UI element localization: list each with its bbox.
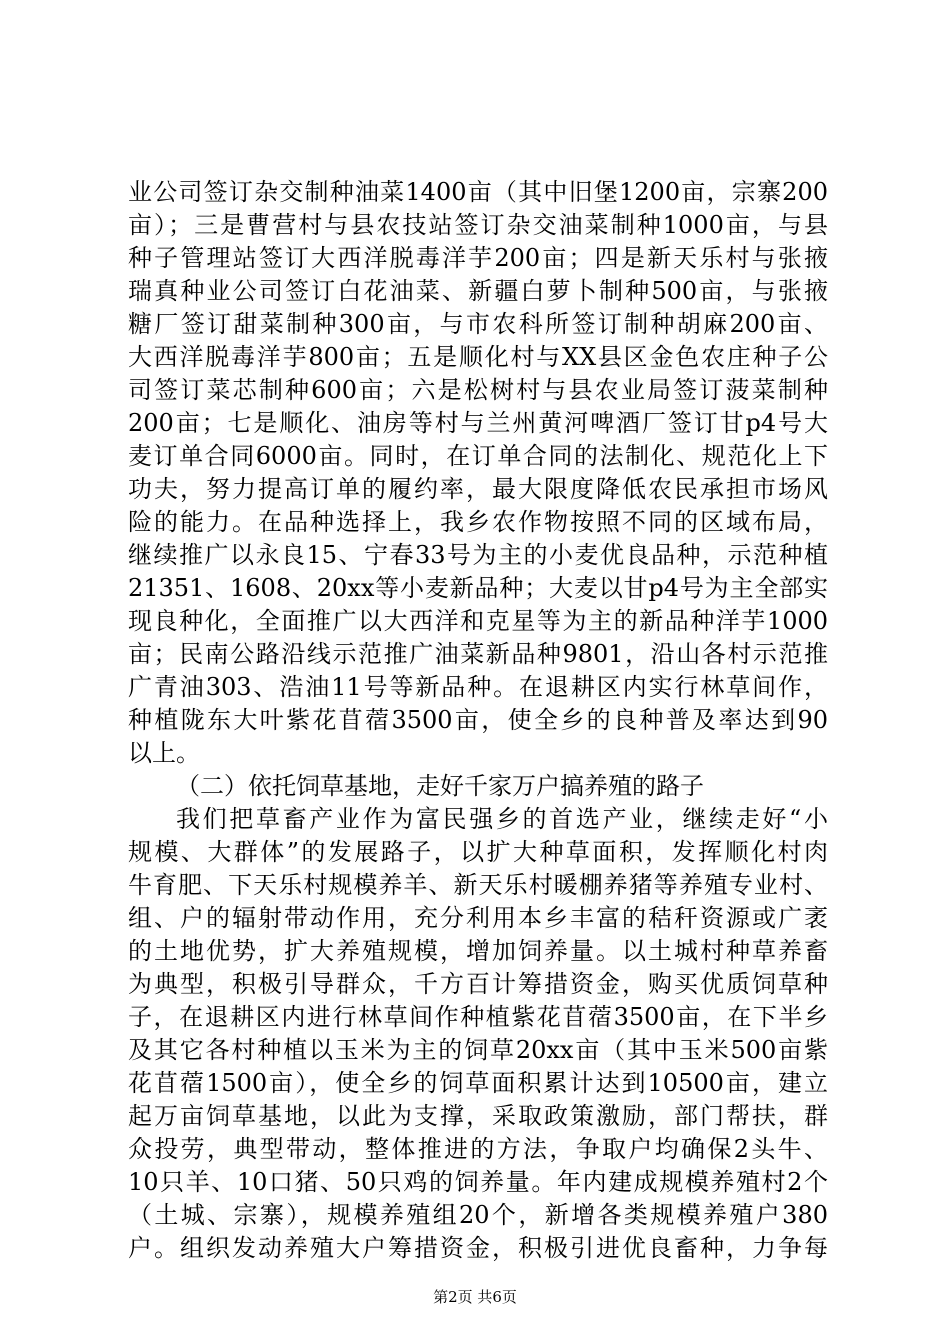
text-line: 牛育肥、下天乐村规模养羊、新天乐村暖棚养猪等养殖专业村、 [128, 871, 828, 899]
text-line: 为典型，积极引导群众，千方百计筹措资金，购买优质饲草种 [128, 970, 828, 998]
text-line: 亩；民南公路沿线示范推广油菜新品种9801，沿山各村示范推 [128, 640, 828, 668]
text-line: 亩）；三是曹营村与县农技站签订杂交油菜制种1000亩，与县 [128, 211, 828, 239]
text-line: 户。组织发动养殖大户筹措资金，积极引进优良畜种，力争每 [128, 1234, 828, 1262]
text-line: 花苜蓿1500亩），使全乡的饲草面积累计达到10500亩，建立 [128, 1069, 828, 1097]
section-heading: （二）依托饲草基地，走好千家万户搞养殖的路子 [176, 772, 704, 800]
text-line: 组、户的辐射带动作用，充分利用本乡丰富的秸秆资源或广袤 [128, 904, 828, 932]
text-line: 糖厂签订甜菜制种300亩，与市农科所签订制种胡麻200亩、 [128, 310, 828, 338]
text-line: 麦订单合同6000亩。同时，在订单合同的法制化、规范化上下 [128, 442, 828, 470]
text-line: 广青油303、浩油11号等新品种。在退耕区内实行林草间作， [128, 673, 828, 701]
text-line: 10只羊、10口猪、50只鸡的饲养量。年内建成规模养殖村2个 [128, 1168, 828, 1196]
text-line: 我们把草畜产业作为富民强乡的首选产业，继续走好“小 [176, 805, 828, 833]
page-footer: 第2页 共6页 [433, 1288, 517, 1306]
text-line: 功夫，努力提高订单的履约率，最大限度降低农民承担市场风 [128, 475, 828, 503]
text-line: 的土地优势，扩大养殖规模，增加饲养量。以土城村种草养畜 [128, 937, 828, 965]
text-line: 规模、大群体”的发展路子，以扩大种草面积，发挥顺化村肉 [128, 838, 828, 866]
text-line: 以上。 [128, 739, 200, 767]
text-line: 险的能力。在品种选择上，我乡农作物按照不同的区域布局， [128, 508, 828, 536]
text-line: 起万亩饲草基地，以此为支撑，采取政策激励，部门帮扶，群 [128, 1102, 828, 1130]
text-line: 大西洋脱毒洋芋800亩；五是顺化村与XX县区金色农庄种子公 [128, 343, 828, 371]
text-line: 及其它各村种植以玉米为主的饲草20xx亩（其中玉米500亩紫 [128, 1036, 828, 1064]
text-line: 种植陇东大叶紫花苜蓿3500亩，使全乡的良种普及率达到90 [128, 706, 828, 734]
text-line: 种子管理站签订大西洋脱毒洋芋200亩；四是新天乐村与张掖 [128, 244, 828, 272]
text-line: 司签订菜芯制种600亩；六是松树村与县农业局签订菠菜制种 [128, 376, 828, 404]
text-line: （土城、宗寨），规模养殖组20个，新增各类规模养殖户380 [128, 1201, 828, 1229]
text-line: 现良种化，全面推广以大西洋和克星等为主的新品种洋芋1000 [128, 607, 828, 635]
text-line: 继续推广以永良15、宁春33号为主的小麦优良品种，示范种植 [128, 541, 828, 569]
text-line: 业公司签订杂交制种油菜1400亩（其中旧堡1200亩，宗寨200 [128, 178, 828, 206]
text-line: 子，在退耕区内进行林草间作种植紫花苜蓿3500亩，在下半乡 [128, 1003, 828, 1031]
text-line: 瑞真种业公司签订白花油菜、新疆白萝卜制种500亩，与张掖 [128, 277, 828, 305]
text-line: 200亩；七是顺化、油房等村与兰州黄河啤酒厂签订甘p4号大 [128, 409, 828, 437]
text-line: 众投劳，典型带动，整体推进的方法，争取户均确保2头牛、 [128, 1135, 828, 1163]
text-line: 21351、1608、20xx等小麦新品种；大麦以甘p4号为主全部实 [128, 574, 828, 602]
